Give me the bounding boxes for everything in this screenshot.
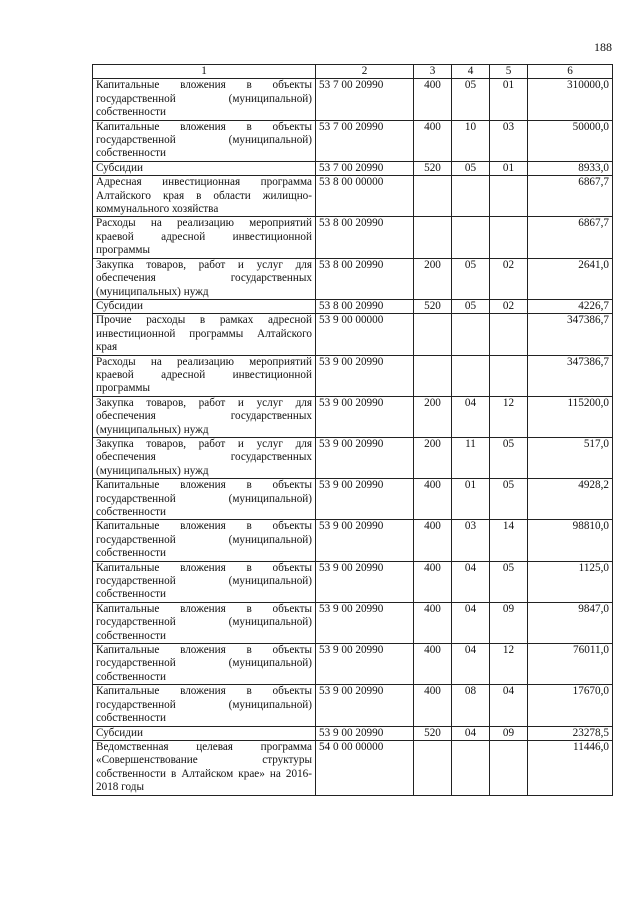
row-expense-type: 520 bbox=[414, 726, 452, 740]
table-row bbox=[93, 161, 613, 175]
row-subsection: 12 bbox=[490, 396, 528, 437]
row-expense-type: 400 bbox=[414, 120, 452, 161]
table-row bbox=[93, 299, 613, 313]
row-expense-type: 400 bbox=[414, 520, 452, 561]
table-row bbox=[93, 258, 613, 299]
row-subsection: 02 bbox=[490, 258, 528, 299]
row-target-article: 53 9 00 20990 bbox=[316, 685, 414, 726]
row-section bbox=[452, 740, 490, 795]
row-amount: 98810,0 bbox=[528, 520, 613, 561]
table-row bbox=[93, 79, 613, 120]
row-target-article: 53 9 00 20990 bbox=[316, 602, 414, 643]
row-name: Капитальные вложения в объекты государственной (муниципальной) собственности bbox=[93, 520, 316, 561]
row-subsection: 03 bbox=[490, 120, 528, 161]
row-amount: 1125,0 bbox=[528, 561, 613, 602]
row-name: Субсидии bbox=[93, 299, 316, 313]
row-section bbox=[452, 176, 490, 217]
row-target-article: 53 8 00 20990 bbox=[316, 217, 414, 258]
row-expense-type bbox=[414, 217, 452, 258]
row-expense-type bbox=[414, 314, 452, 355]
table-row bbox=[93, 685, 613, 726]
row-expense-type: 200 bbox=[414, 258, 452, 299]
row-subsection: 09 bbox=[490, 602, 528, 643]
row-section: 04 bbox=[452, 396, 490, 437]
row-expense-type: 400 bbox=[414, 602, 452, 643]
row-section: 08 bbox=[452, 685, 490, 726]
row-expense-type: 200 bbox=[414, 437, 452, 478]
row-amount: 347386,7 bbox=[528, 355, 613, 396]
row-name: Капитальные вложения в объекты государственной (муниципальной) собственности bbox=[93, 644, 316, 685]
row-section: 04 bbox=[452, 561, 490, 602]
row-section bbox=[452, 217, 490, 258]
row-name: Расходы на реализацию мероприятий краевой адресной инвестиционной программы bbox=[93, 217, 316, 258]
table-row bbox=[93, 314, 613, 355]
row-target-article: 53 8 00 20990 bbox=[316, 258, 414, 299]
row-expense-type bbox=[414, 355, 452, 396]
row-section bbox=[452, 314, 490, 355]
row-name: Субсидии bbox=[93, 161, 316, 175]
row-amount: 6867,7 bbox=[528, 217, 613, 258]
row-expense-type: 200 bbox=[414, 396, 452, 437]
row-target-article: 53 9 00 20990 bbox=[316, 479, 414, 520]
row-subsection: 01 bbox=[490, 161, 528, 175]
row-name: Расходы на реализацию мероприятий краевой адресной инвестиционной программы bbox=[93, 355, 316, 396]
row-name: Прочие расходы в рамках адресной инвестиционной программы Алтайского края bbox=[93, 314, 316, 355]
row-target-article: 53 7 00 20990 bbox=[316, 79, 414, 120]
row-name: Ведомственная целевая программа «Совершенствование структуры собственности в Алтайском крае» на 2016-2018 годы bbox=[93, 740, 316, 795]
row-subsection: 02 bbox=[490, 299, 528, 313]
row-target-article: 53 9 00 00000 bbox=[316, 314, 414, 355]
header-col-1: 1 bbox=[93, 65, 316, 79]
row-section bbox=[452, 355, 490, 396]
row-expense-type: 400 bbox=[414, 79, 452, 120]
page-number: 188 bbox=[594, 40, 612, 54]
row-expense-type: 400 bbox=[414, 479, 452, 520]
row-name: Закупка товаров, работ и услуг для обеспечения государственных (муниципальных) нужд bbox=[93, 396, 316, 437]
row-subsection: 05 bbox=[490, 479, 528, 520]
table-row bbox=[93, 561, 613, 602]
table-row bbox=[93, 602, 613, 643]
row-target-article: 53 8 00 00000 bbox=[316, 176, 414, 217]
budget-table bbox=[92, 64, 613, 796]
row-subsection: 09 bbox=[490, 726, 528, 740]
row-target-article: 54 0 00 00000 bbox=[316, 740, 414, 795]
row-section: 05 bbox=[452, 299, 490, 313]
row-amount: 4226,7 bbox=[528, 299, 613, 313]
row-name: Капитальные вложения в объекты государственной (муниципальной) собственности bbox=[93, 120, 316, 161]
row-expense-type: 400 bbox=[414, 561, 452, 602]
row-section: 04 bbox=[452, 602, 490, 643]
row-name: Капитальные вложения в объекты государственной (муниципальной) собственности bbox=[93, 602, 316, 643]
table-row bbox=[93, 479, 613, 520]
row-target-article: 53 9 00 20990 bbox=[316, 437, 414, 478]
table-body bbox=[93, 65, 613, 796]
row-name: Субсидии bbox=[93, 726, 316, 740]
row-target-article: 53 7 00 20990 bbox=[316, 120, 414, 161]
row-amount: 2641,0 bbox=[528, 258, 613, 299]
row-amount: 23278,5 bbox=[528, 726, 613, 740]
header-col-6: 6 bbox=[528, 65, 613, 79]
row-subsection: 14 bbox=[490, 520, 528, 561]
row-amount: 4928,2 bbox=[528, 479, 613, 520]
row-subsection bbox=[490, 176, 528, 217]
row-amount: 76011,0 bbox=[528, 644, 613, 685]
row-expense-type: 400 bbox=[414, 644, 452, 685]
row-subsection: 05 bbox=[490, 437, 528, 478]
row-section: 05 bbox=[452, 79, 490, 120]
row-target-article: 53 9 00 20990 bbox=[316, 520, 414, 561]
table-row bbox=[93, 644, 613, 685]
row-amount: 310000,0 bbox=[528, 79, 613, 120]
row-name: Закупка товаров, работ и услуг для обеспечения государственных (муниципальных) нужд bbox=[93, 437, 316, 478]
row-amount: 115200,0 bbox=[528, 396, 613, 437]
row-section: 04 bbox=[452, 726, 490, 740]
row-amount: 517,0 bbox=[528, 437, 613, 478]
table-row bbox=[93, 520, 613, 561]
row-name: Закупка товаров, работ и услуг для обеспечения государственных (муниципальных) нужд bbox=[93, 258, 316, 299]
row-section: 11 bbox=[452, 437, 490, 478]
row-subsection: 04 bbox=[490, 685, 528, 726]
row-expense-type bbox=[414, 176, 452, 217]
table-header-row bbox=[93, 65, 613, 79]
row-expense-type bbox=[414, 740, 452, 795]
row-name: Капитальные вложения в объекты государственной (муниципальной) собственности bbox=[93, 479, 316, 520]
row-amount: 9847,0 bbox=[528, 602, 613, 643]
row-target-article: 53 9 00 20990 bbox=[316, 726, 414, 740]
row-subsection bbox=[490, 314, 528, 355]
row-amount: 6867,7 bbox=[528, 176, 613, 217]
row-section: 05 bbox=[452, 258, 490, 299]
table-row bbox=[93, 176, 613, 217]
row-section: 01 bbox=[452, 479, 490, 520]
row-amount: 347386,7 bbox=[528, 314, 613, 355]
row-target-article: 53 9 00 20990 bbox=[316, 355, 414, 396]
table-row bbox=[93, 726, 613, 740]
row-subsection: 05 bbox=[490, 561, 528, 602]
row-expense-type: 400 bbox=[414, 685, 452, 726]
header-col-5: 5 bbox=[490, 65, 528, 79]
row-amount: 17670,0 bbox=[528, 685, 613, 726]
row-subsection bbox=[490, 217, 528, 258]
row-name: Капитальные вложения в объекты государственной (муниципальной) собственности bbox=[93, 79, 316, 120]
row-amount: 11446,0 bbox=[528, 740, 613, 795]
row-name: Капитальные вложения в объекты государственной (муниципальной) собственности bbox=[93, 561, 316, 602]
row-amount: 8933,0 bbox=[528, 161, 613, 175]
row-section: 04 bbox=[452, 644, 490, 685]
row-subsection bbox=[490, 740, 528, 795]
table-row bbox=[93, 740, 613, 795]
row-section: 10 bbox=[452, 120, 490, 161]
row-target-article: 53 8 00 20990 bbox=[316, 299, 414, 313]
table-row bbox=[93, 120, 613, 161]
row-name: Капитальные вложения в объекты государственной (муниципальной) собственности bbox=[93, 685, 316, 726]
row-section: 05 bbox=[452, 161, 490, 175]
row-subsection: 01 bbox=[490, 79, 528, 120]
table-row bbox=[93, 437, 613, 478]
row-subsection bbox=[490, 355, 528, 396]
row-target-article: 53 9 00 20990 bbox=[316, 396, 414, 437]
row-target-article: 53 9 00 20990 bbox=[316, 561, 414, 602]
table-row bbox=[93, 217, 613, 258]
header-col-4: 4 bbox=[452, 65, 490, 79]
row-expense-type: 520 bbox=[414, 299, 452, 313]
row-name: Адресная инвестиционная программа Алтайского края в области жилищно-коммунального хозяйства bbox=[93, 176, 316, 217]
table-row bbox=[93, 396, 613, 437]
header-col-3: 3 bbox=[414, 65, 452, 79]
row-target-article: 53 9 00 20990 bbox=[316, 644, 414, 685]
row-expense-type: 520 bbox=[414, 161, 452, 175]
row-target-article: 53 7 00 20990 bbox=[316, 161, 414, 175]
table-row bbox=[93, 355, 613, 396]
row-subsection: 12 bbox=[490, 644, 528, 685]
row-amount: 50000,0 bbox=[528, 120, 613, 161]
row-section: 03 bbox=[452, 520, 490, 561]
header-col-2: 2 bbox=[316, 65, 414, 79]
